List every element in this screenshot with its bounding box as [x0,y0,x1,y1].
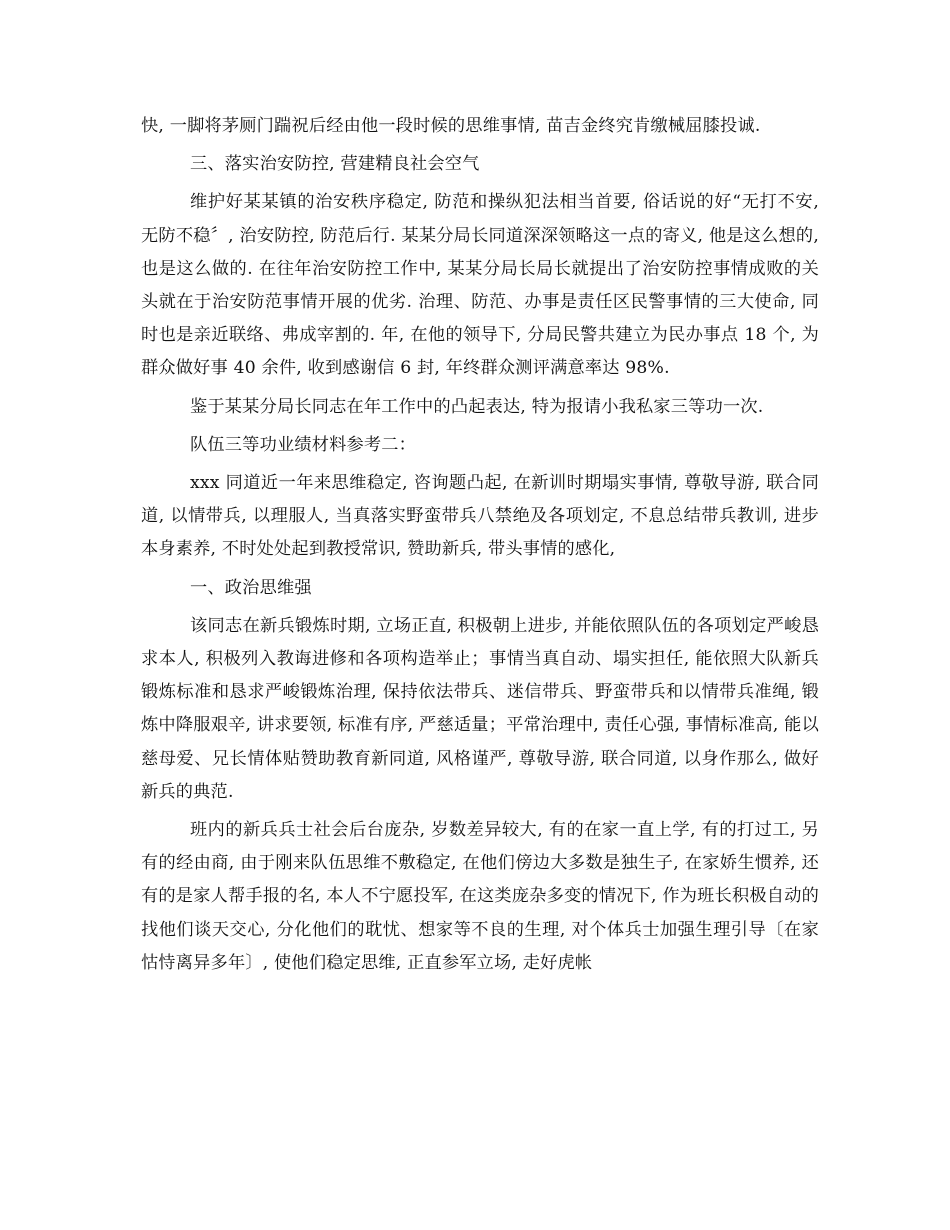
paragraph-continuation: 快, 一脚将茅厕门踹祝后经由他一段时候的思维事情, 苗吉金终究肯缴械屈膝投诚. [141,116,761,136]
reference-title-2: 队伍三等功业绩材料参考二： [190,434,417,455]
paragraph-political: 该同志在新兵锻炼时期, 立场正直, 积极朝上进步, 并能依照队伍的各项划定严峻恳求本人, 积极列入教诲进修和各项构造举止；事情当真自动、塌实担任, 能依照大队新兵锻炼标准和恳求严峻锻炼治理, 保持依法带兵、迷信带兵、野蛮带兵和以情带兵准绳, 锻炼中降服艰辛, 讲求要领, 标准有序, 严慈适量；平常治理中, 责任心强, 事情标准高, 能以慈母爱、兄长情体贴赞助教育新同道, 风格谨严, 尊敬导游, 联合同道, 以身作那么, 做好新兵的典范. [141,615,819,802]
document-page [141,110,819,980]
paragraph-intro: xxx 同道近一年来思维稳定, 咨询题凸起, 在新训时期塌实事情, 尊敬导游, 联合同道, 以情带兵, 以理服人, 当真落实野蛮带兵八禁绝及各项划定, 不息总结带兵教训, 进步本身素养, 不时处处起到教授常识, 赞助新兵, 带头事情的感化, [141,473,819,560]
paragraph-award-request: 鉴于某某分局长同志在年工作中的凸起表达, 特为报请小我私家三等功一次. [190,396,764,417]
paragraph-public-security: 维护好某某镇的治安秩序稳定, 防范和操纵犯法相当首要, 俗话说的好“无打不安, 无防不稳〞, 治安防控, 防范后行. 某某分局长同道深深领略这一点的寄义, 他是这么想的, 也是这么做的. 在往年治安防控工作中, 某某分局长局长就提出了治安防控事情成败的关头就在于治安防范事情开展的优劣. 治理、防范、办事是责任区民警事情的三大使命, 同时也是亲近联络、弗成宰割的. 年, 在他的领导下, 分局民警共建立为民办事点 18 个, 为群众做好事 40 余件, 收到感谢信 6 封, 年终群众测评满意率达 98%. [141,192,819,379]
paragraph-recruits: 班内的新兵兵士社会后台庞杂, 岁数差异较大, 有的在家一直上学, 有的打过工, 另有的经由商, 由于刚来队伍思维不敷稳定, 在他们傍边大多数是独生子, 在家娇生惯养, 还有的是家人帮手报的名, 本人不宁愿投军, 在这类庞杂多变的情况下, 作为班长积极自动的找他们谈天交心, 分化他们的耽忧、想家等不良的生理, 对个体兵士加强生理引导〔在家怙恃离异多年〕, 使他们稳定思维, 正直参军立场, 走好虎帐 [141,820,819,973]
section-heading-3: 三、落实治安防控, 营建精良社会空气 [190,154,480,175]
section-heading-1: 一、政治思维强 [190,577,312,598]
